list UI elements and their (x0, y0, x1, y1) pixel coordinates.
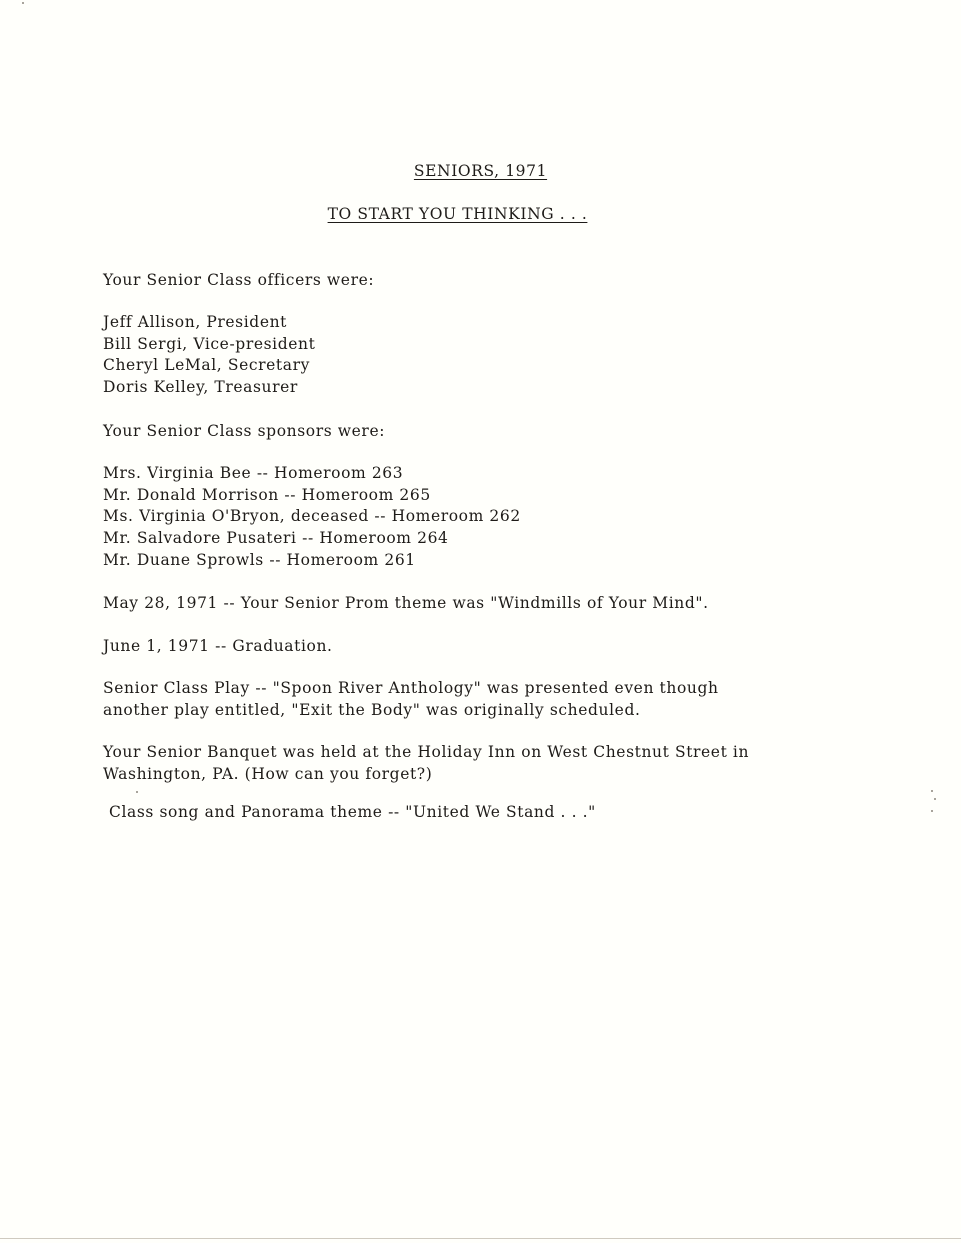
banquet-line: Washington, PA. (How can you forget?) (103, 764, 433, 783)
song-line: Class song and Panorama theme -- "United We Stand . . ." (109, 803, 596, 821)
sponsors-heading: Your Senior Class sponsors were: (103, 422, 386, 440)
page-edge (0, 1238, 961, 1239)
sponsor-line: Ms. Virginia O'Bryon, deceased -- Homeroom 262 (103, 507, 521, 526)
page-subtitle: TO START YOU THINKING . . . (327, 205, 588, 223)
officer-line: Doris Kelley, Treasurer (103, 378, 298, 397)
officer-line: Cheryl LeMal, Secretary (103, 356, 310, 375)
graduation-line: June 1, 1971 -- Graduation. (103, 637, 333, 655)
sponsors-list (103, 463, 521, 571)
speck (931, 790, 933, 792)
speck (934, 798, 936, 800)
banquet-line: Your Senior Banquet was held at the Holiday Inn on West Chestnut Street in (103, 743, 750, 761)
officers-heading: Your Senior Class officers were: (103, 271, 375, 289)
speck (136, 791, 138, 793)
speck (931, 810, 933, 812)
prom-line: May 28, 1971 -- Your Senior Prom theme was "Windmills of Your Mind". (103, 594, 709, 612)
play-line: Senior Class Play -- "Spoon River Anthology" was presented even though (103, 679, 719, 697)
officer-line: Jeff Allison, President (103, 313, 288, 331)
play-paragraph (103, 678, 719, 721)
officer-line: Bill Sergi, Vice-president (103, 334, 316, 353)
play-line: another play entitled, "Exit the Body" was originally scheduled. (103, 700, 641, 719)
sponsor-line: Mr. Duane Sprowls -- Homeroom 261 (103, 550, 416, 569)
officers-list (103, 312, 315, 399)
sponsor-line: Mrs. Virginia Bee -- Homeroom 263 (103, 464, 404, 482)
speck (22, 2, 24, 4)
page-title: SENIORS, 1971 (413, 162, 548, 180)
sponsor-line: Mr. Donald Morrison -- Homeroom 265 (103, 485, 431, 504)
sponsor-line: Mr. Salvadore Pusateri -- Homeroom 264 (103, 529, 449, 548)
banquet-paragraph (103, 742, 749, 785)
